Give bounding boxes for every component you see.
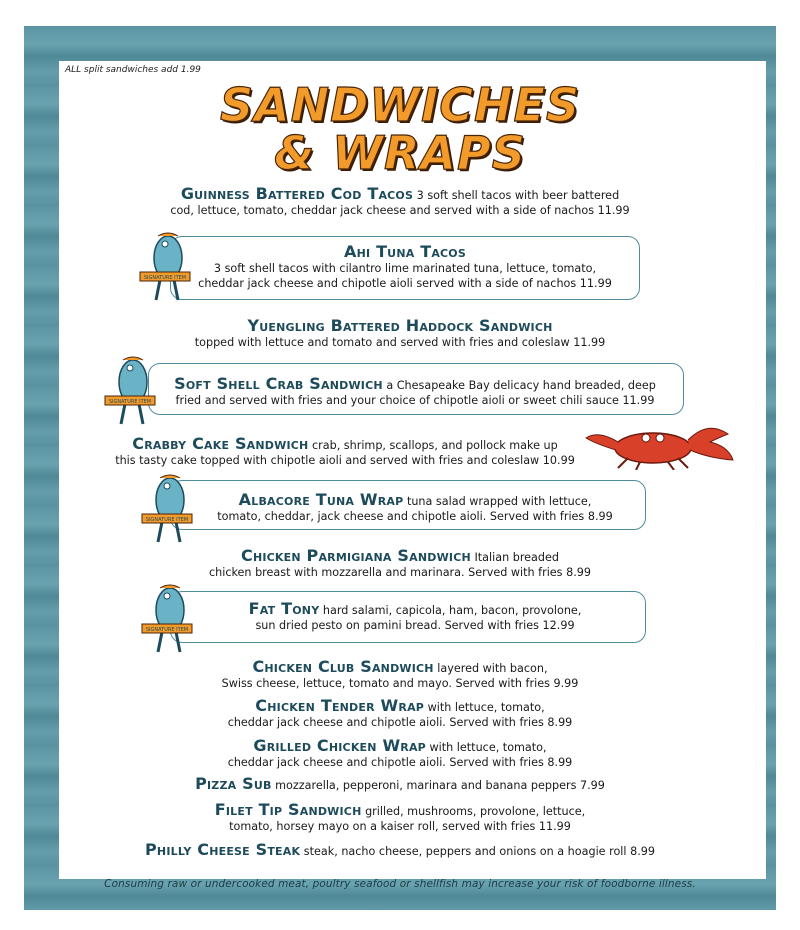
fish-mascot-icon <box>140 580 195 660</box>
item-name: Ahi Tuna Tacos <box>344 242 466 261</box>
signature-badge-label: SIGNATURE ITEM <box>145 517 189 523</box>
item-name: Grilled Chicken Wrap <box>253 736 426 755</box>
item-price: 8.99 <box>587 510 613 523</box>
item-desc: hard salami, capicola, ham, bacon, provolone, <box>322 604 582 617</box>
item-desc: layered with bacon, <box>437 662 548 675</box>
menu-title-line2: & WRAPS <box>274 126 526 180</box>
item-price: 10.99 <box>542 454 575 467</box>
item-desc: with lettuce, tomato, <box>429 741 547 754</box>
item-desc: grilled, mushrooms, provolone, lettuce, <box>365 805 586 818</box>
item-desc: cheddar jack cheese and chipotle aioli. Served with fries <box>227 756 544 769</box>
item-price: 8.99 <box>547 756 573 769</box>
item-desc: tomato, horsey mayo on a kaiser roll, served with fries <box>229 820 536 833</box>
item-name: Albacore Tuna Wrap <box>238 490 404 509</box>
item-desc: fried and served with fries and your choice of chipotle aioli or sweet chili sauce <box>175 394 619 407</box>
item-desc: mozzarella, pepperoni, marinara and banana peppers <box>275 779 577 792</box>
item-price: 12.99 <box>542 619 575 632</box>
item-price: 8.99 <box>566 566 592 579</box>
signature-badge-label: SIGNATURE ITEM <box>108 399 152 405</box>
item-desc: steak, nacho cheese, peppers and onions on a hoagie roll <box>303 845 627 858</box>
item-desc: tomato, cheddar, jack cheese and chipotle aioli. Served with fries <box>217 510 585 523</box>
health-disclaimer: Consuming raw or undercooked meat, poultry seafood or shellfish may increase your risk of foodborne illness. <box>104 878 696 890</box>
item-desc: crab, shrimp, scallops, and pollock make up <box>311 439 558 452</box>
item-name: Soft Shell Crab Sandwich <box>174 374 383 393</box>
item-desc: cheddar jack cheese and chipotle aioli. Served with fries <box>227 716 544 729</box>
menu-item <box>180 244 630 291</box>
item-desc: Swiss cheese, lettuce, tomato and mayo. Served with fries <box>221 677 550 690</box>
fish-mascot-icon <box>140 470 195 550</box>
crab-icon <box>578 420 738 470</box>
item-name: Yuengling Battered Haddock Sandwich <box>247 316 553 335</box>
item-desc: sun dried pesto on pamini bread. Served with fries <box>255 619 539 632</box>
menu-item <box>100 548 700 580</box>
signature-badge-label: SIGNATURE ITEM <box>145 627 189 633</box>
menu-title-line1: SANDWICHES <box>219 78 581 132</box>
menu-item <box>100 776 700 793</box>
item-price: 9.99 <box>553 677 579 690</box>
item-desc: cod, lettuce, tomato, cheddar jack cheese and served with a side of nachos <box>170 204 595 217</box>
item-desc: Italian breaded <box>474 551 559 564</box>
item-desc: 3 soft shell tacos with cilantro lime marinated tuna, lettuce, tomato, <box>213 262 597 275</box>
item-desc: a Chesapeake Bay delicacy hand breaded, deep <box>386 379 656 392</box>
menu-item <box>100 436 590 468</box>
item-desc: topped with lettuce and tomato and served with fries and coleslaw <box>194 336 570 349</box>
menu-item <box>80 842 720 859</box>
item-price: 11.99 <box>597 204 630 217</box>
menu-item <box>100 802 700 834</box>
item-name: Chicken Club Sandwich <box>252 657 434 676</box>
menu-item <box>100 186 700 218</box>
menu-item <box>150 376 680 408</box>
item-desc: chicken breast with mozzarella and marinara. Served with fries <box>208 566 563 579</box>
menu-item <box>190 492 640 524</box>
item-name: Fat Tony <box>248 599 320 618</box>
item-name: Filet Tip Sandwich <box>214 800 362 819</box>
menu-item <box>100 659 700 691</box>
item-desc: this tasty cake topped with chipotle aioli and served with fries and coleslaw <box>115 454 540 467</box>
item-desc: tuna salad wrapped with lettuce, <box>406 495 592 508</box>
item-name: Crabby Cake Sandwich <box>132 434 309 453</box>
item-price: 11.99 <box>622 394 655 407</box>
item-name: Pizza Sub <box>195 774 272 793</box>
menu-item <box>100 318 700 350</box>
split-note: ALL split sandwiches add 1.99 <box>65 65 201 75</box>
item-desc: cheddar jack cheese and chipotle aioli served with a side of nachos <box>198 277 577 290</box>
item-name: Chicken Tender Wrap <box>255 696 425 715</box>
menu-item <box>100 698 700 730</box>
item-name: Philly Cheese Steak <box>144 840 301 859</box>
item-name: Chicken Parmigiana Sandwich <box>241 546 471 565</box>
item-price: 11.99 <box>538 820 571 833</box>
item-name: Guinness Battered Cod Tacos <box>180 184 414 203</box>
item-price: 11.99 <box>579 277 612 290</box>
menu-item <box>190 601 640 633</box>
signature-badge-label: SIGNATURE ITEM <box>143 275 187 281</box>
item-price: 11.99 <box>573 336 606 349</box>
item-desc: with lettuce, tomato, <box>427 701 545 714</box>
item-price: 8.99 <box>547 716 573 729</box>
menu-item <box>100 738 700 770</box>
item-price: 8.99 <box>630 845 656 858</box>
item-price: 7.99 <box>579 779 605 792</box>
item-desc: 3 soft shell tacos with beer battered <box>416 189 620 202</box>
